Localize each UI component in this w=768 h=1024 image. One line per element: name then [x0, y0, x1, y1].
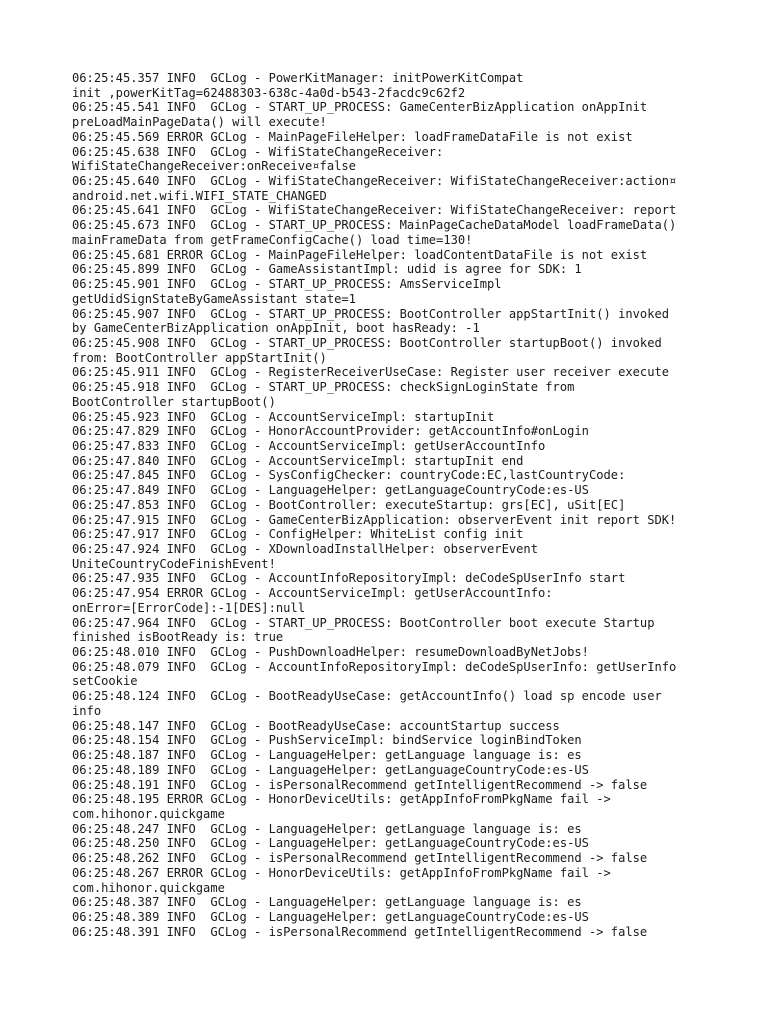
- log-line: 06:25:47.840 INFO GCLog - AccountServiceImpl: startupInit end: [72, 453, 524, 468]
- log-line: 06:25:48.147 INFO GCLog - BootReadyUseCase: accountStartup success: [72, 718, 560, 733]
- log-line: 06:25:45.681 ERROR GCLog - MainPageFileHelper: loadContentDataFile is not exist: [72, 247, 648, 262]
- log-line: 06:25:47.917 INFO GCLog - ConfigHelper: WhiteList config init: [72, 527, 524, 542]
- log-line: 06:25:48.187 INFO GCLog - LanguageHelper: getLanguage language is: es: [72, 748, 582, 763]
- log-line: 06:25:45.923 INFO GCLog - AccountServiceImpl: startupInit: [72, 409, 495, 424]
- log-line: 06:25:48.189 INFO GCLog - LanguageHelper: getLanguageCountryCode:es-US: [72, 762, 589, 777]
- log-line: info: [72, 703, 102, 718]
- log-line: getUdidSignStateByGameAssistant state=1: [72, 291, 356, 306]
- log-line: 06:25:45.638 INFO GCLog - WifiStateChangeReceiver:: [72, 144, 444, 159]
- log-line: 06:25:48.250 INFO GCLog - LanguageHelper: getLanguageCountryCode:es-US: [72, 836, 589, 851]
- log-line: 06:25:48.079 INFO GCLog - AccountInfoRepositoryImpl: deCodeSpUserInfo: getUserInfo: [72, 659, 677, 674]
- log-line: 06:25:48.154 INFO GCLog - PushServiceImpl: bindService loginBindToken: [72, 733, 582, 748]
- log-line: BootController startupBoot(): [72, 394, 276, 409]
- log-line: 06:25:48.191 INFO GCLog - isPersonalRecommend getIntelligentRecommend -> false: [72, 777, 648, 792]
- log-line: 06:25:45.641 INFO GCLog - WifiStateChangeReceiver: WifiStateChangeReceiver: report: [72, 203, 677, 218]
- log-line: 06:25:47.964 INFO GCLog - START_UP_PROCESS: BootController boot execute Startup: [72, 615, 655, 630]
- log-line: onError=[ErrorCode]:-1[DES]:null: [72, 600, 305, 615]
- log-line: 06:25:48.267 ERROR GCLog - HonorDeviceUtils: getAppInfoFromPkgName fail ->: [72, 865, 611, 880]
- log-line: finished isBootReady is: true: [72, 630, 284, 645]
- log-line: 06:25:47.849 INFO GCLog - LanguageHelper: getLanguageCountryCode:es-US: [72, 483, 589, 498]
- log-line: android.net.wifi.WIFI_STATE_CHANGED: [72, 188, 327, 203]
- log-line: 06:25:45.907 INFO GCLog - START_UP_PROCESS: BootController appStartInit() invoked: [72, 306, 670, 321]
- log-line: 06:25:45.569 ERROR GCLog - MainPageFileHelper: loadFrameDataFile is not exist: [72, 129, 633, 144]
- log-line: 06:25:48.391 INFO GCLog - isPersonalRecommend getIntelligentRecommend -> false: [72, 924, 648, 939]
- log-line: UniteCountryCodeFinishEvent!: [72, 556, 276, 571]
- log-line: preLoadMainPageData() will execute!: [72, 115, 327, 130]
- log-line: 06:25:47.915 INFO GCLog - GameCenterBizApplication: observerEvent init report SDK!: [72, 512, 677, 527]
- log-line: 06:25:45.911 INFO GCLog - RegisterReceiverUseCase: Register user receiver execute: [72, 365, 670, 380]
- log-line: 06:25:45.918 INFO GCLog - START_UP_PROCESS: checkSignLoginState from: [72, 380, 575, 395]
- log-line: 06:25:45.640 INFO GCLog - WifiStateChangeReceiver: WifiStateChangeReceiver:action¤: [72, 174, 677, 189]
- log-line: 06:25:48.389 INFO GCLog - LanguageHelper: getLanguageCountryCode:es-US: [72, 909, 589, 924]
- log-line: 06:25:47.829 INFO GCLog - HonorAccountProvider: getAccountInfo#onLogin: [72, 424, 589, 439]
- log-line: 06:25:45.673 INFO GCLog - START_UP_PROCESS: MainPageCacheDataModel loadFrameData(): [72, 218, 677, 233]
- log-line: 06:25:47.845 INFO GCLog - SysConfigChecker: countryCode:EC,lastCountryCode:: [72, 468, 626, 483]
- log-line: 06:25:47.954 ERROR GCLog - AccountServiceImpl: getUserAccountInfo:: [72, 586, 553, 601]
- log-line: 06:25:45.541 INFO GCLog - START_UP_PROCESS: GameCenterBizApplication onAppInit: [72, 100, 648, 115]
- log-line: 06:25:47.833 INFO GCLog - AccountServiceImpl: getUserAccountInfo: [72, 438, 546, 453]
- log-line: 06:25:47.924 INFO GCLog - XDownloadInstallHelper: observerEvent: [72, 542, 538, 556]
- log-line: 06:25:45.899 INFO GCLog - GameAssistantImpl: udid is agree for SDK: 1: [72, 262, 582, 277]
- log-line: 06:25:48.387 INFO GCLog - LanguageHelper: getLanguage language is: es: [72, 895, 582, 910]
- log-line: WifiStateChangeReceiver:onReceive¤false: [72, 159, 356, 174]
- log-line: com.hihonor.quickgame: [72, 806, 225, 821]
- log-line: 06:25:45.357 INFO GCLog - PowerKitManager: initPowerKitCompat: [72, 71, 524, 85]
- log-line: 06:25:45.908 INFO GCLog - START_UP_PROCESS: BootController startupBoot() invoked: [72, 335, 662, 350]
- log-line: 06:25:48.010 INFO GCLog - PushDownloadHelper: resumeDownloadByNetJobs!: [72, 645, 589, 660]
- log-line: 06:25:48.124 INFO GCLog - BootReadyUseCase: getAccountInfo() load sp encode user: [72, 689, 662, 704]
- log-line: setCookie: [72, 674, 138, 689]
- log-line: 06:25:45.901 INFO GCLog - START_UP_PROCESS: AmsServiceImpl: [72, 277, 502, 292]
- log-line: init ,powerKitTag=62488303-638c-4a0d-b543-2facdc9c62f2: [72, 85, 466, 100]
- log-line: 06:25:48.247 INFO GCLog - LanguageHelper: getLanguage language is: es: [72, 821, 582, 836]
- log-document: [72, 71, 712, 939]
- log-line: by GameCenterBizApplication onAppInit, boot hasReady: -1: [72, 321, 480, 336]
- log-line: 06:25:47.935 INFO GCLog - AccountInfoRepositoryImpl: deCodeSpUserInfo start: [72, 571, 626, 586]
- log-line: 06:25:47.853 INFO GCLog - BootController: executeStartup: grs[EC], uSit[EC]: [72, 497, 626, 512]
- log-line: mainFrameData from getFrameConfigCache() load time=130!: [72, 232, 473, 247]
- log-line: from: BootController appStartInit(): [72, 350, 327, 365]
- log-line: com.hihonor.quickgame: [72, 880, 225, 895]
- log-line: 06:25:48.195 ERROR GCLog - HonorDeviceUtils: getAppInfoFromPkgName fail ->: [72, 792, 611, 807]
- log-line: 06:25:48.262 INFO GCLog - isPersonalRecommend getIntelligentRecommend -> false: [72, 851, 648, 866]
